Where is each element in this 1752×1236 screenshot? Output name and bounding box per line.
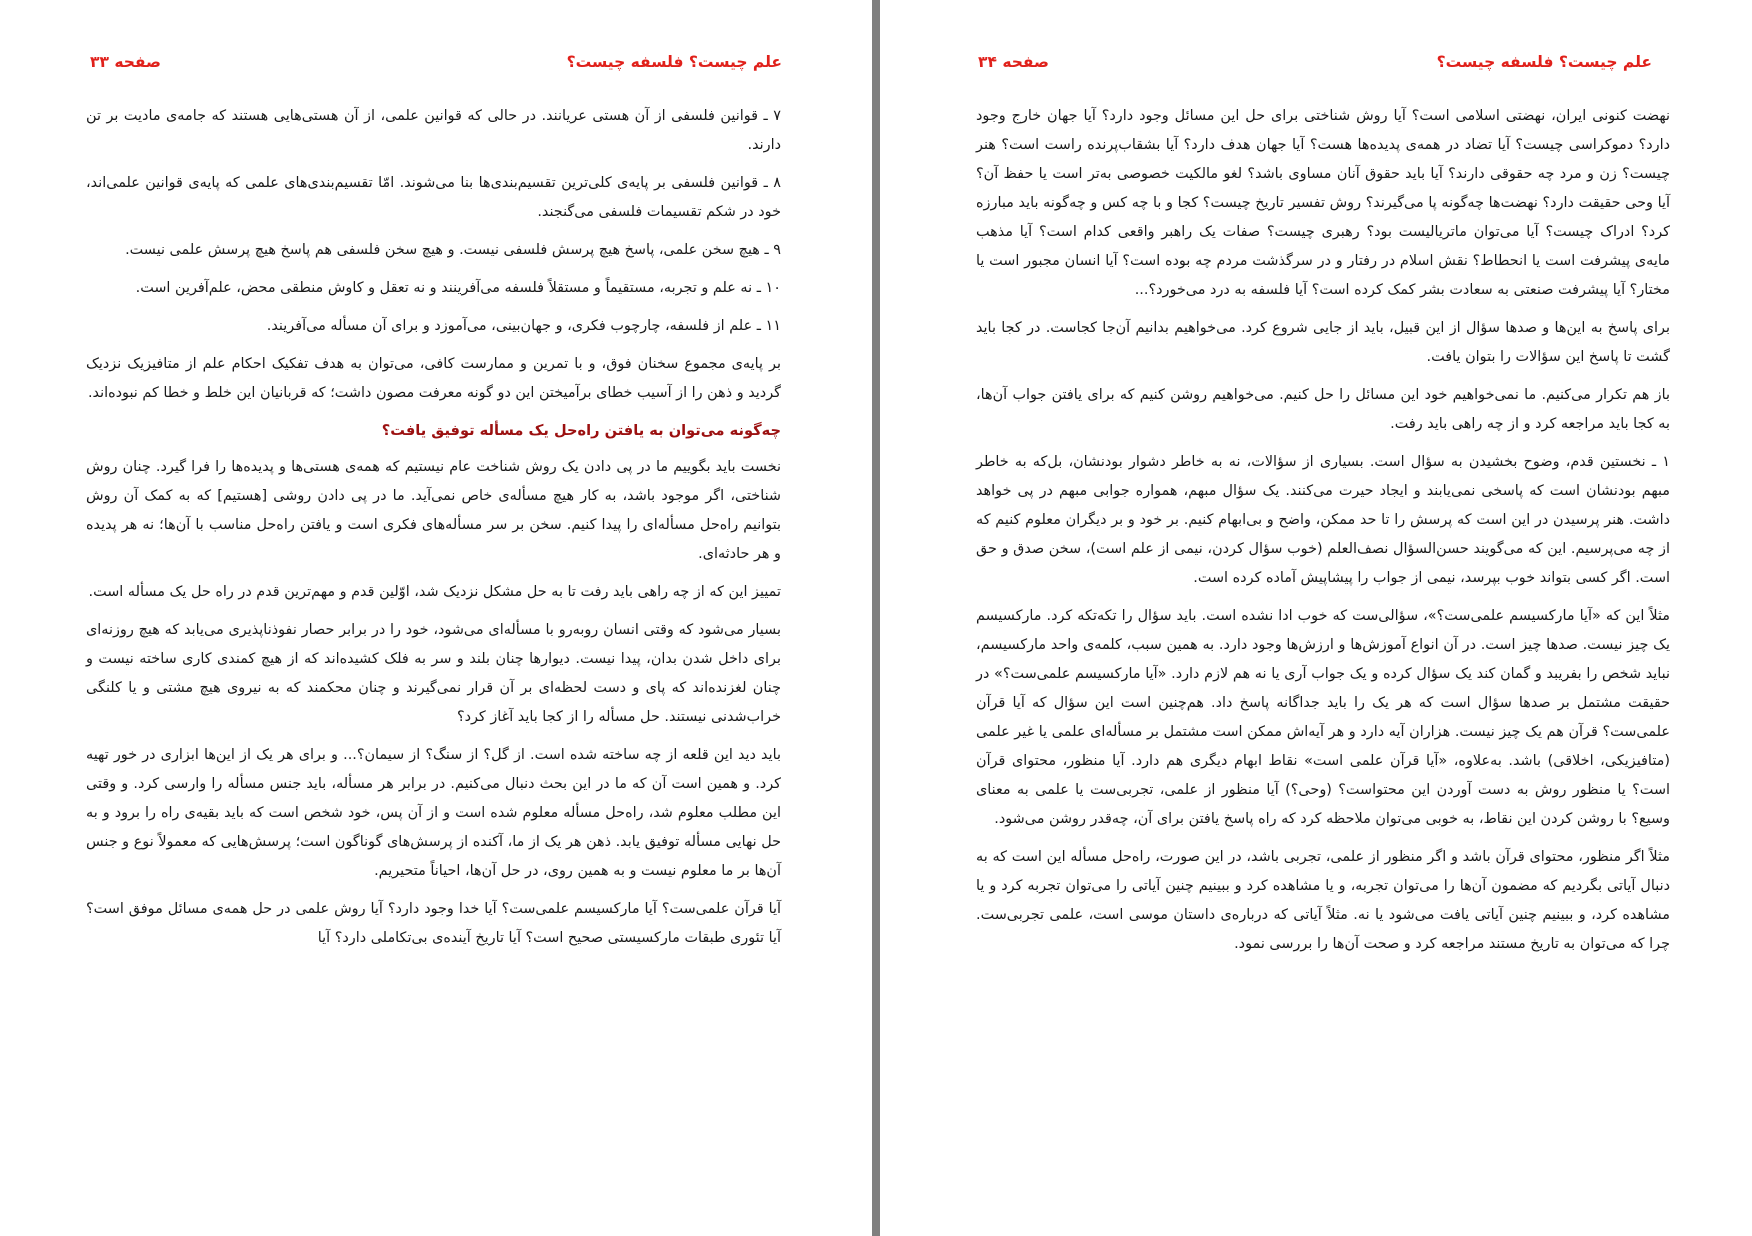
page-separator bbox=[872, 0, 880, 1236]
page-body bbox=[86, 102, 781, 962]
paragraph: بسیار می‌شود که وقتی انسان روبه‌رو با مسأله‌ای می‌شود، خود را در برابر حصار نفوذناپذیری می‌یابد که هیچ روزنه‌ای برای داخل شدن بدان، پیدا نیست. دیوارها چنان بلند و سر به فلک کشیده‌اند که از هیچ کمندی کاری ساخته نیست و چنان لغزنده‌اند که پای و دست لحظه‌ای بر آن قرار نمی‌گیرند و چنان محکمند که به نیروی هیچ مشتی و یا کلنگی خراب‌شدنی نیستند. حل مسأله را از کجا باید آغاز کرد؟ bbox=[86, 622, 781, 725]
page-34 bbox=[886, 0, 1752, 1236]
paragraph: ۱۰ ـ نه علم و تجربه، مستقیماً و مستقلاً فلسفه می‌آفرینند و نه تعقل و کاوش منطقی محض، علم‌آفرین است. bbox=[135, 280, 781, 296]
paragraph: ۷ ـ قوانین فلسفی از آن هستی عریانند. در حالی که قوانین علمی، از آن هستی‌هایی هستند که جامه‌ی مادیت بر تن دارند. bbox=[86, 108, 781, 153]
paragraph: آیا قرآن علمی‌ست؟ آیا مارکسیسم علمی‌ست؟ آیا خدا وجود دارد؟ آیا روش علمی در حل همه‌ی مسائل موفق است؟ آیا تئوری طبقات مارکسیستی صحیح است؟ آیا تاریخ آینده‌ی بی‌تکاملی دارد؟ آیا bbox=[86, 901, 781, 946]
running-title: علم چیست؟ فلسفه چیست؟ bbox=[1436, 53, 1652, 71]
paragraph: نهضت کنونی ایران، نهضتی اسلامی است؟ آیا روش شناختی برای حل این مسائل وجود دارد؟ آیا جهان خارج وجود دارد؟ دموکراسی چیست؟ آیا تضاد در همه‌ی پدیده‌ها هست؟ آیا جهان هدف دارد؟ آیا بشقاب‌پرنده راست است؟ هنر چیست؟ زن و مرد چه حقوقی دارند؟ آیا باید حقوق آنان مساوی باشد؟ لغو مالکیت خصوصی به‌تر است یا حفظ آن؟ آیا وحی حقیقت دارد؟ نهضت‌ها چه‌گونه پا می‌گیرند؟ روش تفسیر تاریخ چیست؟ کجا و با چه کس و چه‌گونه باید مبارزه کرد؟ ادراک چیست؟ آیا می‌توان ماتریالیست بود؟ رهبری چیست؟ صفات یک راهبر واقعی کدام است؟ آیا مذهب مایه‌ی پیشرفت است یا انحطاط؟ نقش اسلام در رفتار و در سرگذشت مردم چه بوده است؟ آیا انسان مجبور است یا مختار؟ آیا پیشرفت صنعتی به سعادت بشر کمک کرده است؟ آیا فلسفه به درد می‌خورد؟... bbox=[976, 108, 1670, 298]
page-gutter bbox=[870, 0, 886, 1236]
paragraph: ۹ ـ هیچ سخن علمی، پاسخ هیچ پرسش فلسفی نیست. و هیچ سخن فلسفی هم پاسخ هیچ پرسش علمی نیست. bbox=[125, 242, 781, 258]
paragraph: ۱ ـ نخستین قدم، وضوح بخشیدن به سؤال است. بسیاری از سؤالات، نه به خاطر دشوار بودنشان، بل‌که به خاطر مبهم بودنشان است که پاسخی نمی‌یابند و ایجاد حیرت می‌کنند. یک سؤال مبهم، همواره جوابی مبهم در پی خواهد داشت. هنر پرسیدن در این است که پرسش را تا حد ممکن، واضح و بی‌ابهام کنیم. بر خود و بر دیگران معلوم کنیم که از چه می‌پرسیم. این که می‌گویند حسن‌السؤال نصف‌العلم (خوب سؤال کردن، نیمی از علم است)، سخن صدق و حق است. اگر کسی بتواند خوب بپرسد، نیمی از جواب را پیشاپیش آماده کرده است. bbox=[976, 454, 1670, 586]
page-header bbox=[90, 50, 782, 74]
paragraph: برای پاسخ به این‌ها و صدها سؤال از این قبیل، باید از جایی شروع کرد. می‌خواهیم بدانیم آن‌جا کجاست. در کجا باید گشت تا پاسخ این سؤالات را بتوان یافت. bbox=[976, 320, 1670, 365]
paragraph: باز هم تکرار می‌کنیم. ما نمی‌خواهیم خود این مسائل را حل کنیم. می‌خواهیم روشن کنیم که برای یافتن جواب آن‌ها، به کجا باید مراجعه کرد و از چه راهی باید رفت. bbox=[976, 387, 1670, 432]
page-number: صفحه ۳۳ bbox=[90, 53, 162, 71]
page-body bbox=[976, 102, 1670, 968]
paragraph: نخست باید بگوییم ما در پی دادن یک روش شناخت عام نیستیم که همه‌ی هستی‌ها و پدیده‌ها را فرا گیرد. چنان روش شناختی، اگر موجود باشد، به کار هیچ مسأله‌ی خاص نمی‌آید. ما در پی دادن روشی [هستیم] که به کمک آن روش بتوانیم راه‌حل مسأله‌ای را پیدا کنیم. سخن بر سر مسأله‌های فکری است و یافتن راه‌حل مناسب با آن‌ها؛ نه هر پدیده و هر حادثه‌ای. bbox=[86, 459, 781, 562]
paragraph: ۱۱ ـ علم از فلسفه، چارچوب فکری، و جهان‌بینی، می‌آموزد و برای آن مسأله می‌آفریند. bbox=[266, 318, 781, 334]
page-33 bbox=[0, 0, 870, 1236]
paragraph: بر پایه‌ی مجموع سخنان فوق، و با تمرین و ممارست کافی، می‌توان به هدف تفکیک احکام علم از متافیزیک نزدیک گردید و ذهن را از آسیب خطای برآمیختن این دو گونه معرفت مصون داشت؛ که قربانیان این خلط و خطا کم نبوده‌اند. bbox=[86, 356, 781, 401]
running-title: علم چیست؟ فلسفه چیست؟ bbox=[566, 53, 782, 71]
section-heading: چه‌گونه می‌توان به یافتن راه‌حل یک مسأله توفیق یافت؟ bbox=[381, 422, 781, 439]
paragraph: مثلاً اگر منظور، محتوای قرآن باشد و اگر منظور از علمی، تجربی باشد، در این صورت، راه‌حل مسأله این است که به دنبال آیاتی بگردیم که مضمون آن‌ها را می‌توان تجربه، و یا مشاهده کرد و ببینیم چنین آیاتی را می‌توان تجربه کرد و یا مشاهده کرد، و ببینیم چنین آیاتی یافت می‌شود یا نه. مثلاً آیاتی که درباره‌ی داستان موسی است، علمی تجربی‌ست. چرا که می‌توان به تاریخ مستند مراجعه کرد و صحت آن‌ها را بررسی نمود. bbox=[976, 849, 1670, 952]
page-header bbox=[978, 50, 1652, 74]
paragraph: باید دید این قلعه از چه ساخته شده است. از گل؟ از سنگ؟ از سیمان؟... و برای هر یک از این‌ها ابزاری در خور تهیه کرد. و همین است آن که ما در این بحث دنبال می‌کنیم. در برابر هر مسأله، باید جنس مسأله را وارسی کرد. و وقتی این مطلب معلوم شد، راه‌حل مسأله معلوم شده است و از آن پس، خود شخص است که باید بقیه‌ی راه را برود و به حل نهایی مسأله توفیق یابد. ذهن هر یک از ما، آکنده از پرسش‌های گوناگون است؛ پرسش‌هایی که معمولاً نوع و جنس آن‌ها بر ما معلوم نیست و به همین روی، در حل آن‌ها، احیاناً متحیریم. bbox=[86, 747, 781, 879]
page-number: صفحه ۳۴ bbox=[978, 53, 1050, 71]
paragraph: مثلاً این که «آیا مارکسیسم علمی‌ست؟»، سؤالی‌ست که خوب ادا نشده است. باید سؤال را تکه‌تکه کرد. مارکسیسم یک چیز نیست. صدها چیز است. در آن انواع آموزش‌ها و ارزش‌ها وجود دارد. به همین سبب، کلمه‌ی واحد مارکسیسم، نباید شخص را بفریبد و گمان کند یک سؤال کرده و یک جواب آری یا نه هم لازم دارد. «آیا مارکسیسم علمی‌ست؟» در حقیقت مشتمل بر صدها سؤال است که هر یک را باید جداگانه پاسخ داد. هم‌چنین است این سؤال که آیا قرآن علمی‌ست؟ قرآن هم یک چیز نیست. هزاران آیه دارد و هر آیه‌اش ممکن است مشتمل بر مسأله‌ای علمی یا غیر علمی (متافیزیکی، اخلاقی) باشد. به‌علاوه، «آیا قرآن علمی است» نقاط ابهام دیگری هم دارد. آیا منظور، محتوای قرآن است؟ یا منظور روش به دست آوردن این محتواست؟ (وحی؟) آیا منظور از علمی، تجربی‌ست یا علمی به معنای وسیع؟ با روشن کردن این نقاط، به خوبی می‌توان ملاحظه کرد که راه پاسخ یافتن برای آن، چه‌قدر روشن می‌شود. bbox=[976, 608, 1670, 827]
paragraph: ۸ ـ قوانین فلسفی بر پایه‌ی کلی‌ترین تقسیم‌بندی‌ها بنا می‌شوند. امّا تقسیم‌بندی‌های علمی که پایه‌ی قوانین علمی‌اند، خود در شکم تقسیمات فلسفی می‌گنجند. bbox=[86, 175, 781, 220]
paragraph: تمییز این که از چه راهی باید رفت تا به حل مشکل نزدیک شد، اوّلین قدم و مهم‌ترین قدم در راه حل یک مسأله است. bbox=[88, 584, 781, 600]
